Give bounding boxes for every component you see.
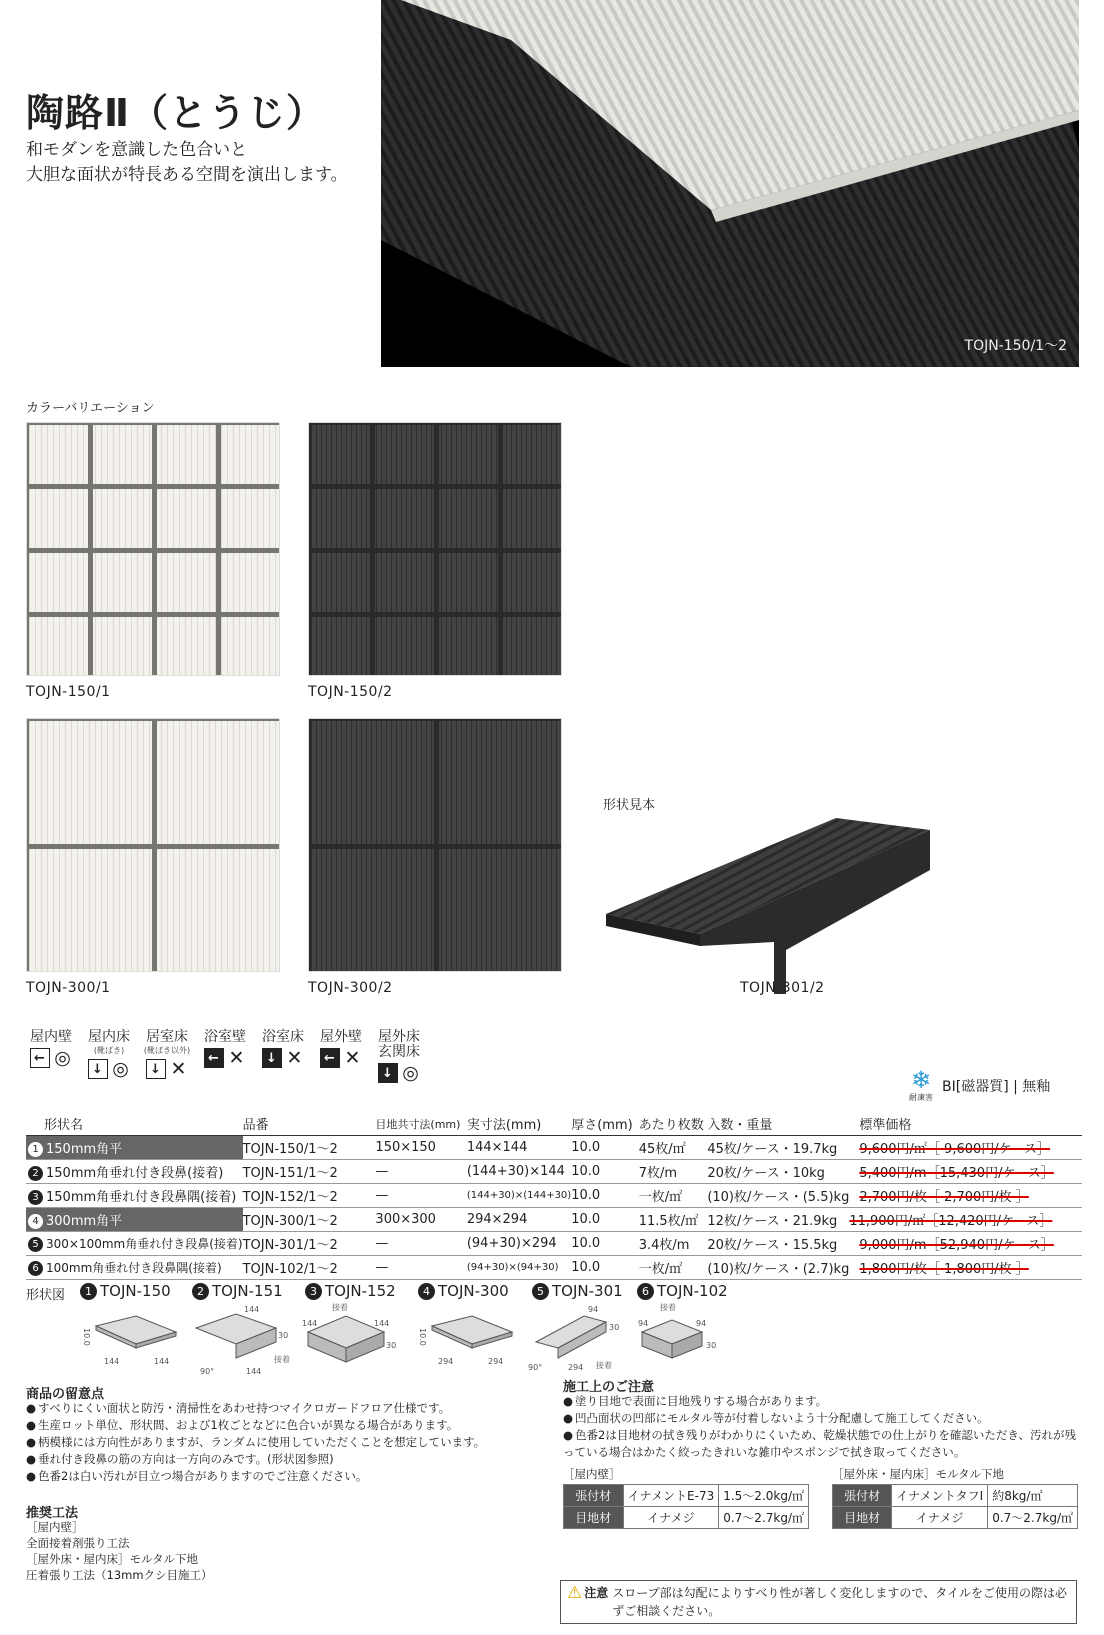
dim-c: 294 [568,1363,584,1372]
shape-code: TOJN-152 [325,1282,396,1300]
spec-header-row [26,1113,1082,1136]
row-actual: (94+30)×294 [467,1232,571,1256]
list-item: ● 色番2は目地材の拭き残りがわかりにくいため、乾燥状態での仕上がりを確認いただき、汚れが残っている場合はかたく絞ったきれいな雑巾やスポンジで拭き取ってください。 [563,1427,1083,1461]
row-per: 11.5枚/㎡ [639,1208,708,1232]
row-qty: (10)枚/ケース・(5.5)kg [707,1184,849,1208]
row-joint: — [375,1160,466,1184]
row-qty: 12枚/ケース・21.9kg [707,1208,849,1232]
row-number: 5 [28,1237,43,1252]
list-item: ● 生産ロット単位、形状間、および1枚ごとなどに色合いが異なる場合があります。 [26,1417,536,1434]
method-line: ［屋内壁］ [26,1520,84,1534]
sample-tojn-300-2 [308,718,562,972]
row-thick: 10.0 [571,1184,639,1208]
method-line: 圧着張り工法（13mmクシ目施工） [26,1568,213,1582]
hero-code: TOJN-150/1〜2 [964,338,1067,354]
hero-tiles-illustration [381,0,1079,367]
row-name: 150mm角垂れ付き段鼻隅(接着) [46,1190,237,1205]
dim-glue: 接着 [332,1303,348,1312]
snowflake-icon: ❄ [910,1066,932,1094]
row-joint: 150×150 [375,1136,466,1160]
list-item: ● 色番2は白い汚れが目立つ場合がありますのでご注意ください。 [26,1468,536,1485]
wall-arrow-icon: ← [30,1048,50,1068]
diagram-tojn-300 [418,1316,512,1366]
row-actual: 294×294 [467,1208,571,1232]
caption-tojn-150-2: TOJN-150/2 [308,684,393,700]
table-row [833,1507,1078,1529]
caution-text: スロープ部は勾配によりすべり性が著しく変化しますので、タイルをご使用の際は必ずご相談ください。 [612,1586,1067,1618]
bath-floor-icon: ↓ [262,1048,282,1068]
shape-code: TOJN-300 [438,1282,509,1300]
list-item: ● すべりにくい面状と防汚・清掃性をあわせ持つマイクロガードフロア仕様です。 [26,1400,536,1417]
usage-indoor-floor [80,1030,138,1083]
row-name: 300mm角平 [46,1214,123,1229]
table-row [564,1507,809,1529]
table-row [26,1184,1082,1208]
material-amount: 1.5〜2.0kg/㎡ [719,1485,809,1507]
dim-a: 144 [302,1319,318,1328]
shape-number: 2 [192,1283,209,1300]
usage-label: 屋内床 [88,1029,130,1045]
shape-sample-image [600,818,940,998]
row-qty: 45枚/ケース・19.7kg [707,1136,849,1160]
usage-label: 浴室壁 [204,1029,246,1045]
frost-label: 耐凍害 [909,1093,933,1102]
usage-sub: (靴ばき以外) [143,1046,191,1055]
col-per: あたり枚数 [639,1113,708,1136]
shape-number: 1 [80,1283,97,1300]
col-price: 標準価格 [849,1113,1082,1136]
warning-icon: ⚠ [567,1583,583,1603]
row-number: 1 [28,1142,43,1157]
col-code: 品番 [243,1113,376,1136]
table-row [26,1256,1082,1280]
material-product: イナメジ [892,1507,988,1529]
row-joint: — [375,1256,466,1280]
dim-a: 144 [244,1305,260,1314]
spec-table [26,1113,1082,1280]
dim-c: 30 [386,1341,397,1350]
product-notes-heading: 商品の留意点 [26,1387,105,1402]
row-actual: (94+30)×(94+30) [467,1256,571,1280]
dim-b: 144 [374,1319,390,1328]
shape-number: 6 [637,1283,654,1300]
shape-number: 5 [532,1283,549,1300]
dim-glue: 接着 [596,1361,612,1370]
dim-b: 30 [609,1323,620,1332]
shape-code: TOJN-301 [552,1282,623,1300]
stair-nosing-illustration [600,818,940,998]
row-price: 9,600円/㎡［ 9,600円/ケース］ [849,1136,1082,1160]
construction-heading: 施工上のご注意 [563,1380,655,1395]
hero-image [381,0,1079,367]
usage-exterior-wall [312,1030,370,1083]
black-150-tiles [309,423,562,676]
method-heading: 推奨工法 [26,1506,79,1521]
col-qty: 入数・重量 [707,1113,849,1136]
row-name: 100mm角垂れ付き段鼻隅(接着) [46,1261,222,1275]
white-150-tiles [27,423,280,676]
shape-number: 3 [305,1283,322,1300]
exterior-wall-icon: ← [320,1048,340,1068]
shape-code: TOJN-102 [657,1282,728,1300]
usage-label: 屋内壁 [30,1029,72,1045]
diagram-tojn-102 [638,1302,716,1358]
dim-c: 30 [706,1341,717,1350]
row-thick: 10.0 [571,1160,639,1184]
row-number: 2 [28,1166,43,1181]
list-item: ● 塗り目地で表面に目地残りする場合があります。 [563,1393,1083,1410]
diagram-tojn-152 [302,1302,396,1362]
diagram-tojn-150 [82,1316,176,1366]
ng-cross-icon: ✕ [228,1046,245,1069]
list-item: ● 凹凸面状の凹部にモルタル等が付着しないよう十分配慮して施工してください。 [563,1410,1083,1427]
usage-bath-wall [196,1030,254,1083]
frost-badge [907,1068,935,1103]
material-label: 目地材 [564,1507,624,1529]
row-price: 5,400円/m［15,430円/ケース］ [849,1160,1082,1184]
dim-angle: 90° [528,1363,543,1372]
row-number: 4 [28,1214,43,1229]
caption-tojn-300-2: TOJN-300/2 [308,980,393,996]
shape-code: TOJN-150 [100,1282,171,1300]
page-title: 陶路Ⅱ（とうじ） [26,91,326,135]
dim-b: 30 [278,1331,289,1340]
shape-label-4 [418,1282,509,1300]
row-code: TOJN-151/1〜2 [243,1160,376,1184]
col-shape-name: 形状名 [26,1113,243,1136]
list-item: ● 柄模様には方向性がありますが、ランダムに使用していただくことを想定しています。 [26,1434,536,1451]
row-per: 7枚/m [639,1160,708,1184]
caption-tojn-301-2: TOJN-301/2 [740,980,825,996]
row-price: 9,000円/m［52,940円/ケース］ [849,1232,1082,1256]
diagram-tojn-151 [196,1305,290,1376]
caption-tojn-300-1: TOJN-300/1 [26,980,111,996]
row-qty: 20枚/ケース・10kg [707,1160,849,1184]
row-thick: 10.0 [571,1136,639,1160]
row-code: TOJN-102/1〜2 [243,1256,376,1280]
row-name: 300×100mm角垂れ付き段鼻(接着) [46,1237,243,1251]
black-300-tiles [309,719,562,972]
caution-label: 注意 [584,1586,609,1600]
dim-c: 144 [246,1367,262,1376]
col-thick: 厚さ(mm) [571,1113,639,1136]
usage-room-floor [138,1030,196,1083]
usage-label: 屋外壁 [320,1029,362,1045]
ng-cross-icon: ✕ [286,1046,303,1069]
caption-tojn-150-1: TOJN-150/1 [26,684,111,700]
row-qty: 20枚/ケース・15.5kg [707,1232,849,1256]
shape-diagrams [76,1302,736,1380]
usage-icons [22,1030,428,1083]
materials-left-title: ［屋内壁］ [563,1467,621,1481]
dim-glue: 接着 [660,1303,676,1312]
row-per: 3.4枚/m [639,1232,708,1256]
material-label: 張付材 [833,1485,892,1507]
row-code: TOJN-152/1〜2 [243,1184,376,1208]
lead-text: 和モダンを意識した色合いと 大胆な面状が特長ある空間を演出します。 [26,140,348,185]
usage-bath-floor [254,1030,312,1083]
ng-cross-icon: ✕ [170,1057,187,1080]
usage-exterior-floor [370,1030,428,1083]
list-item: ● 垂れ付き段鼻の筋の方向は一方向のみです。(形状図参照) [26,1451,536,1468]
shape-number: 4 [418,1283,435,1300]
row-price: 2,700円/枚［ 2,700円/枚 ］ [849,1184,1082,1208]
variation-heading: カラーバリエーション [26,401,155,416]
material-amount: 0.7〜2.7kg/㎡ [988,1507,1078,1529]
dim-angle: 90° [200,1367,215,1376]
ok-circle-icon: ◎ [402,1061,419,1084]
row-price: 1,800円/枚［ 1,800円/枚 ］ [849,1256,1082,1280]
row-name: 150mm角平 [46,1142,123,1157]
dim-a: 144 [104,1357,120,1366]
shape-code: TOJN-151 [212,1282,283,1300]
row-per: 一枚/㎡ [639,1184,708,1208]
table-row [26,1208,1082,1232]
dim-b: 94 [696,1319,707,1328]
dim-a: 94 [638,1319,649,1328]
table-row [26,1160,1082,1184]
row-code: TOJN-300/1〜2 [243,1208,376,1232]
material-amount: 0.7〜2.7kg/㎡ [719,1507,809,1529]
material-product: イナメントタフⅠ [892,1485,988,1507]
white-300-tiles [27,719,280,972]
row-number: 3 [28,1190,43,1205]
method-line: ［屋外床・屋内床］モルタル下地 [26,1552,199,1566]
material-product: イナメジ [623,1507,719,1529]
dim-a: 294 [438,1357,454,1366]
diagram-tojn-301 [528,1305,619,1372]
sample-tojn-300-1 [26,718,280,972]
row-actual: (144+30)×(144+30) [467,1184,571,1208]
shape-label-1 [80,1282,171,1300]
sample-tojn-150-1 [26,422,280,676]
row-name: 150mm角垂れ付き段鼻(接着) [46,1166,224,1181]
shape-label-2 [192,1282,283,1300]
row-joint: 300×300 [375,1208,466,1232]
row-price: 11,900円/㎡［12,420円/ケース］ [849,1208,1082,1232]
row-number: 6 [28,1261,43,1276]
shapes-heading: 形状図 [26,1288,66,1303]
dim-b: 294 [488,1357,504,1366]
dim-b: 144 [154,1357,170,1366]
material-type: BⅠ[磁器質] | 無釉 [942,1079,1051,1095]
usage-indoor-wall [22,1030,80,1083]
caution-box [560,1580,1077,1624]
product-notes [26,1400,536,1485]
row-thick: 10.0 [571,1208,639,1232]
ok-circle-icon: ◎ [54,1046,71,1069]
method-line: 全面接着剤張り工法 [26,1536,130,1550]
dim-thick: 10.0 [418,1328,427,1346]
material-product: イナメントE-73 [623,1485,719,1507]
row-thick: 10.0 [571,1232,639,1256]
sample-tojn-150-2 [308,422,562,676]
row-actual: (144+30)×144 [467,1160,571,1184]
materials-right-title: ［屋外床・屋内床］モルタル下地 [832,1467,1005,1481]
exterior-floor-icon: ↓ [378,1063,398,1083]
dim-a: 94 [588,1305,599,1314]
ng-cross-icon: ✕ [344,1046,361,1069]
row-joint: — [375,1232,466,1256]
usage-label: 居室床 [146,1029,188,1045]
usage-sub: (靴ばき) [93,1046,125,1055]
row-thick: 10.0 [571,1256,639,1280]
usage-label: 浴室床 [262,1029,304,1045]
shape-label-5 [532,1282,623,1300]
ok-circle-icon: ◎ [112,1057,129,1080]
row-actual: 144×144 [467,1136,571,1160]
usage-sub: 玄関床 [378,1044,420,1060]
row-per: 一枚/㎡ [639,1256,708,1280]
shape-sample-label: 形状見本 [603,798,656,813]
bath-wall-icon: ← [204,1048,224,1068]
shape-label-3 [305,1282,396,1300]
table-row [564,1485,809,1507]
material-label: 張付材 [564,1485,624,1507]
materials-left-table [563,1484,809,1529]
construction-notes [563,1393,1083,1461]
table-row [833,1485,1078,1507]
dim-glue: 接着 [274,1355,290,1364]
table-row [26,1136,1082,1160]
method-list [26,1519,213,1583]
row-qty: (10)枚/ケース・(2.7)kg [707,1256,849,1280]
shape-label-6 [637,1282,728,1300]
room-floor-icon: ↓ [146,1059,166,1079]
dim-thick: 10.0 [82,1328,91,1346]
row-per: 45枚/㎡ [639,1136,708,1160]
table-row [26,1232,1082,1256]
col-joint: 目地共寸法(mm) [375,1113,466,1136]
usage-label: 屋外床 [378,1029,420,1045]
materials-right-table [832,1484,1078,1529]
row-code: TOJN-301/1〜2 [243,1232,376,1256]
col-actual: 実寸法(mm) [467,1113,571,1136]
row-code: TOJN-150/1〜2 [243,1136,376,1160]
material-amount: 約8kg/㎡ [988,1485,1078,1507]
floor-arrow-icon: ↓ [88,1059,108,1079]
material-label: 目地材 [833,1507,892,1529]
row-joint: — [375,1184,466,1208]
